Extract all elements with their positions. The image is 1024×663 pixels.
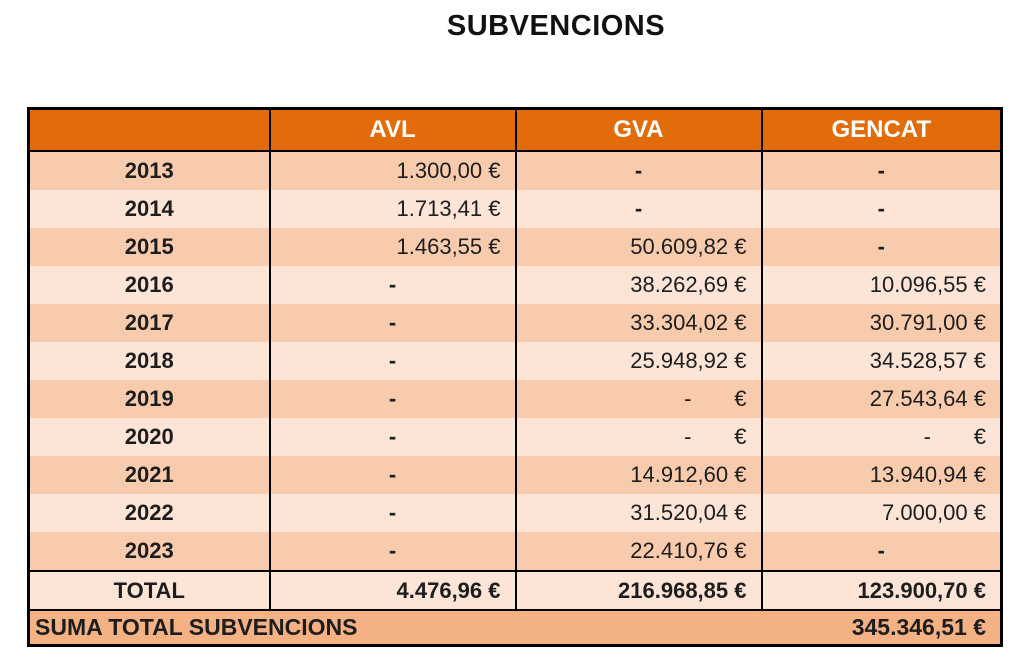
value-cell: 50.609,82 € <box>516 228 762 266</box>
year-cell: 2023 <box>29 532 270 571</box>
total-gencat: 123.900,70 € <box>762 571 1002 610</box>
header-cell-year <box>29 109 270 152</box>
value-cell: 1.713,41 € <box>270 190 516 228</box>
table-row <box>29 380 1002 418</box>
value-cell: 38.262,69 € <box>516 266 762 304</box>
value-cell: - <box>270 380 516 418</box>
value-cell: 25.948,92 € <box>516 342 762 380</box>
value-cell: 10.096,55 € <box>762 266 1002 304</box>
value-cell: 1.463,55 € <box>270 228 516 266</box>
subvencions-table <box>27 107 1003 647</box>
value-cell: - € <box>516 418 762 456</box>
value-cell: - € <box>516 380 762 418</box>
table-row <box>29 151 1002 190</box>
value-cell: - <box>270 418 516 456</box>
value-cell: - <box>762 151 1002 190</box>
total-avl: 4.476,96 € <box>270 571 516 610</box>
table-row <box>29 456 1002 494</box>
value-cell: 14.912,60 € <box>516 456 762 494</box>
table-row <box>29 228 1002 266</box>
value-cell: - <box>516 190 762 228</box>
value-cell: - <box>270 456 516 494</box>
table-row <box>29 418 1002 456</box>
value-cell: - <box>762 532 1002 571</box>
header-cell-gva: GVA <box>516 109 762 152</box>
year-cell: 2022 <box>29 494 270 532</box>
year-cell: 2020 <box>29 418 270 456</box>
table-row <box>29 304 1002 342</box>
value-cell: 27.543,64 € <box>762 380 1002 418</box>
year-cell: 2014 <box>29 190 270 228</box>
value-cell: 31.520,04 € <box>516 494 762 532</box>
year-cell: 2017 <box>29 304 270 342</box>
suma-total-label: SUMA TOTAL SUBVENCIONS <box>35 614 358 640</box>
value-cell: 13.940,94 € <box>762 456 1002 494</box>
page-title: SUBVENCIONS <box>446 10 666 42</box>
header-row <box>29 109 1002 152</box>
value-cell: 34.528,57 € <box>762 342 1002 380</box>
suma-total-row <box>29 610 1002 646</box>
table-row <box>29 190 1002 228</box>
year-cell: 2021 <box>29 456 270 494</box>
value-cell: - <box>270 304 516 342</box>
header-cell-gencat: GENCAT <box>762 109 1002 152</box>
year-cell: 2018 <box>29 342 270 380</box>
value-cell: - <box>270 342 516 380</box>
year-cell: 2019 <box>29 380 270 418</box>
table-row <box>29 266 1002 304</box>
value-cell: - <box>270 266 516 304</box>
table-row <box>29 494 1002 532</box>
value-cell: - <box>762 228 1002 266</box>
value-cell: 1.300,00 € <box>270 151 516 190</box>
year-cell: 2015 <box>29 228 270 266</box>
title-area <box>0 10 1024 43</box>
value-cell: 30.791,00 € <box>762 304 1002 342</box>
suma-total-value: 345.346,51 € <box>851 614 986 640</box>
value-cell: 22.410,76 € <box>516 532 762 571</box>
header-cell-avl: AVL <box>270 109 516 152</box>
value-cell: 33.304,02 € <box>516 304 762 342</box>
total-gva: 216.968,85 € <box>516 571 762 610</box>
year-cell: 2013 <box>29 151 270 190</box>
table-body <box>29 151 1002 646</box>
value-cell: - <box>270 532 516 571</box>
subvencions-table-container <box>27 107 1003 647</box>
value-cell: - € <box>762 418 1002 456</box>
total-label: TOTAL <box>29 571 270 610</box>
table-row <box>29 342 1002 380</box>
table-row <box>29 532 1002 571</box>
value-cell: - <box>516 151 762 190</box>
value-cell: - <box>270 494 516 532</box>
year-cell: 2016 <box>29 266 270 304</box>
value-cell: 7.000,00 € <box>762 494 1002 532</box>
total-row <box>29 571 1002 610</box>
value-cell: - <box>762 190 1002 228</box>
